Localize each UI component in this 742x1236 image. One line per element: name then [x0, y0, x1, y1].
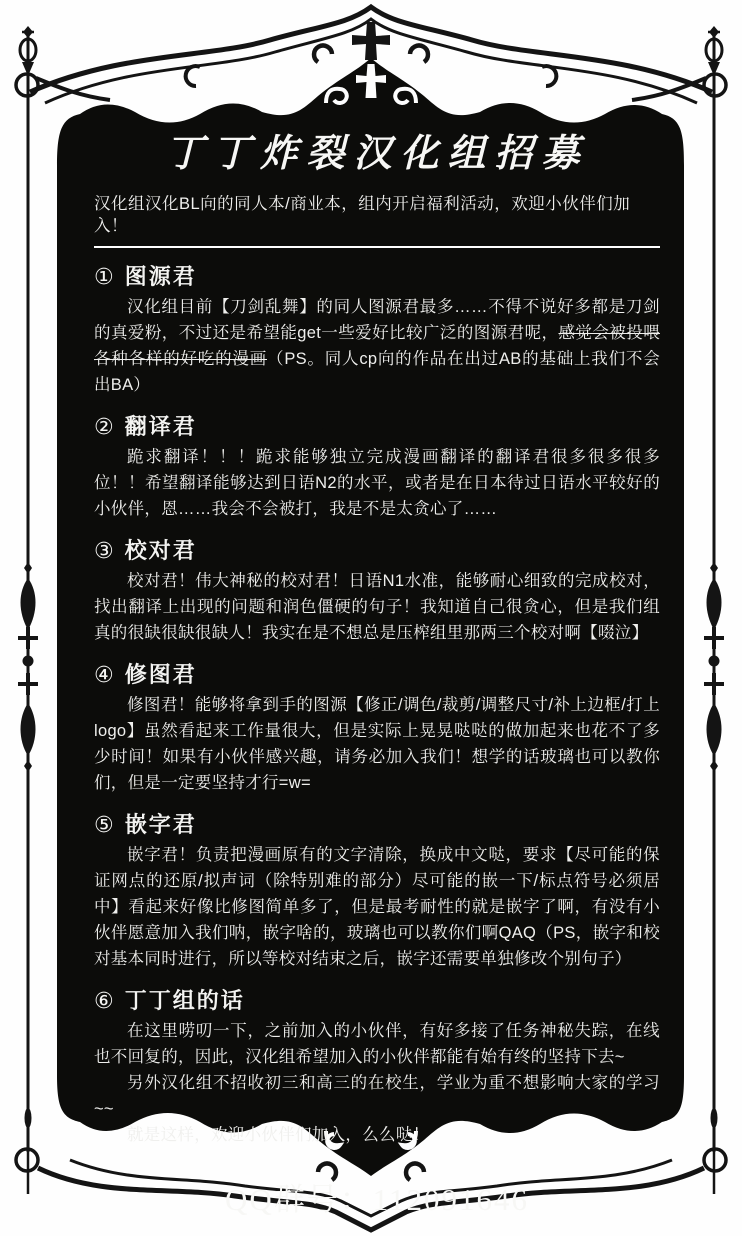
section-title: 图源君	[124, 264, 197, 289]
section-group-notes	[94, 988, 660, 1148]
section-number: ①	[94, 264, 116, 289]
section-body: 校对君！伟大神秘的校对君！日语N1水准，能够耐心细致的完成校对，找出翻译上出现的问题和润色僵硬的句子！我知道自己很贪心，但是我们组真的很缺很缺很缺人！我实在是不想总是压榨组里那两三个校对啊【啜泣】	[94, 572, 660, 642]
section-heading	[94, 264, 660, 289]
section-number: ⑥	[94, 988, 116, 1013]
section-xiutu	[94, 662, 660, 796]
intro-line: 汉化组汉化BL向的同人本/商业本，组内开启福利活动，欢迎小伙伴们加入！	[94, 193, 660, 248]
section-heading	[94, 812, 660, 837]
section-body	[94, 294, 660, 398]
rod-bead	[25, 1108, 32, 1128]
qq-group-number: QQ群号：112091646	[224, 1182, 530, 1217]
body-text: 汉化组目前【刀剑乱舞】的同人图源君最多……不得不说好多都是刀剑的真爱粉，不过还是希望能get一些爱好比较广泛的图源君呢，	[94, 298, 660, 342]
section-jiaodui	[94, 538, 660, 646]
body-text: （PS。同人cp向的作品在出过AB的基础上我们不会出BA）	[94, 350, 660, 394]
section-heading	[94, 662, 660, 687]
strikethrough-text: 感觉会被投喂各种各样的好吃的漫画	[94, 324, 660, 368]
section-heading	[94, 414, 660, 439]
section-heading	[94, 988, 660, 1013]
rod-bead	[711, 1108, 718, 1128]
body-paragraph: 另外汉化组不招收初三和高三的在校生，学业为重不想影响大家的学习~~	[94, 1074, 660, 1118]
body-paragraph: 在这里唠叨一下，之前加入的小伙伴，有好多接了任务神秘失踪，在线也不回复的，因此，汉化组希望加入的小伙伴都能有始有终的坚持下去~	[94, 1022, 660, 1066]
section-title: 修图君	[124, 662, 197, 687]
section-title: 翻译君	[124, 414, 197, 439]
section-tuyuan	[94, 264, 660, 398]
section-body: 跪求翻译！！！跪求能够独立完成漫画翻译的翻译君很多很多很多位！！希望翻译能够达到日语N2的水平，或者是在日本待过日语水平较好的小伙伴，恩……我会不会被打，我是不是太贪心了……	[94, 448, 660, 518]
section-fanyi	[94, 414, 660, 522]
poster-content	[94, 112, 660, 1219]
section-number: ②	[94, 414, 116, 439]
section-body: 嵌字君！负责把漫画原有的文字清除，换成中文哒，要求【尽可能的保证网点的还原/拟声词（除特别难的部分）尽可能的嵌一下/标点符号必须居中】看起来好像比修图简单多了，但是最考耐性的就是嵌字了啊，有没有小伙伴愿意加入我们呐，嵌字啥的，玻璃也可以教你们啊QAQ（PS，嵌字和校对基本同时进行，所以等校对结束之后，嵌字还需要单独修改个别句子）	[94, 846, 660, 968]
section-title: 丁丁组的话	[124, 988, 245, 1013]
section-title: 嵌字君	[124, 812, 197, 837]
section-qianzi	[94, 812, 660, 972]
section-body: 修图君！能够将拿到手的图源【修正/调色/裁剪/调整尺寸/补上边框/打上logo】虽然看起来工作量很大，但是实际上晃晃哒哒的做加起来也花不了多少时间！如果有小伙伴感兴趣，请务必加入我们！想学的话玻璃也可以教你们，但是一定要坚持才行=w=	[94, 696, 660, 792]
section-body	[94, 1018, 660, 1148]
page-title: 丁丁炸裂汉化组招募	[165, 133, 589, 175]
section-heading	[94, 538, 660, 563]
section-title: 校对君	[124, 538, 197, 563]
section-number: ⑤	[94, 812, 116, 837]
body-paragraph: 就是这样，欢迎小伙伴们加入，么么哒！	[127, 1126, 430, 1144]
section-number: ④	[94, 662, 116, 687]
section-number: ③	[94, 538, 116, 563]
